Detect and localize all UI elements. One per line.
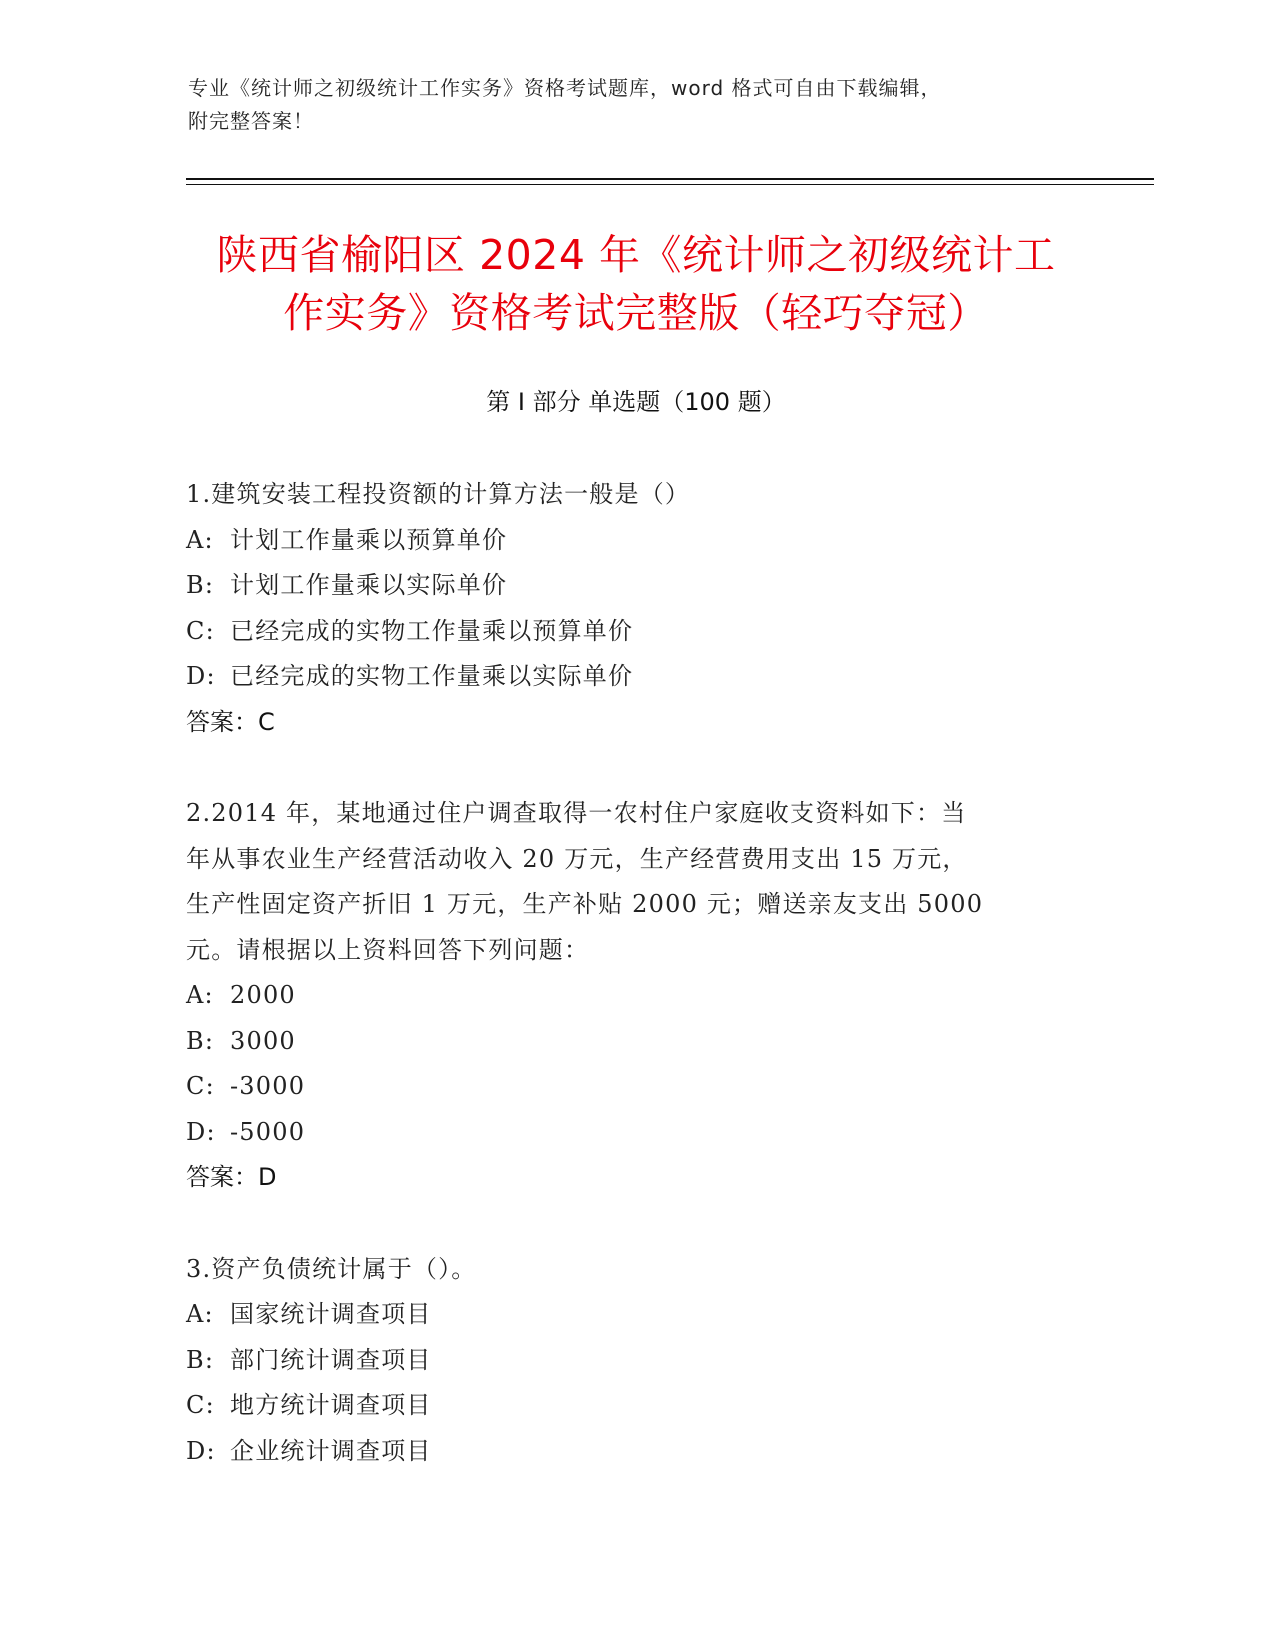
option-text: 计划工作量乘以实际单价 (230, 571, 508, 599)
option-text: -5000 (230, 1117, 306, 1146)
option-text: 已经完成的实物工作量乘以预算单价 (230, 616, 634, 645)
answer: 答案：D (186, 1163, 277, 1191)
option-label: D: (186, 1436, 216, 1465)
question-1 (186, 472, 1066, 745)
option-a (186, 1292, 1066, 1338)
option-label: B: (186, 1345, 215, 1374)
option-label: A: (186, 1300, 214, 1328)
option-text: 地方统计调查项目 (230, 1391, 432, 1419)
question-stem: 3.资产负债统计属于（）。 (186, 1254, 477, 1283)
option-text: 企业统计调查项目 (230, 1436, 432, 1465)
option-a (186, 518, 1066, 564)
option-text: 3000 (230, 1026, 296, 1055)
option-c (186, 1064, 1066, 1110)
option-label: A: (186, 981, 214, 1009)
question-stem-line: 年从事农业生产经营活动收入 20 万元，生产经营费用支出 15 万元， (186, 844, 968, 873)
option-b (186, 1338, 1066, 1384)
option-label: D: (186, 662, 216, 690)
question-stem-line: 生产性固定资产折旧 1 万元，生产补贴 2000 元；赠送亲友支出 5000 (186, 890, 984, 918)
document-title (186, 226, 1086, 342)
section-heading: 第 I 部分 单选题（100 题） (486, 388, 786, 416)
option-text: 计划工作量乘以预算单价 (230, 525, 508, 554)
option-label: D: (186, 1117, 216, 1146)
option-label: B: (186, 571, 215, 599)
option-label: C: (186, 1072, 215, 1100)
option-d (186, 654, 1066, 700)
question-stem: 1.建筑安装工程投资额的计算方法一般是（） (186, 480, 691, 508)
document-title-line-1: 陕西省榆阳区 2024 年《统计师之初级统计工 (216, 231, 1056, 279)
header-note-line-2: 附完整答案！ (188, 109, 314, 133)
option-label: B: (186, 1026, 215, 1055)
answer: 答案：C (186, 707, 275, 736)
option-d (186, 1429, 1066, 1475)
option-d (186, 1110, 1066, 1156)
option-text: 部门统计调查项目 (230, 1345, 432, 1374)
header-note-line-1: 专业《统计师之初级统计工作实务》资格考试题库，word 格式可自由下载编辑， (188, 76, 942, 100)
question-stem-line: 2.2014 年，某地通过住户调查取得一农村住户家庭收支资料如下：当 (186, 799, 967, 827)
option-label: C: (186, 616, 215, 645)
option-text: 已经完成的实物工作量乘以实际单价 (230, 662, 634, 690)
option-c (186, 609, 1066, 655)
option-a (186, 973, 1066, 1019)
document-title-line-2: 作实务》资格考试完整版（轻巧夺冠） (283, 289, 989, 337)
question-3 (186, 1247, 1066, 1475)
option-text: 国家统计调查项目 (230, 1300, 432, 1328)
option-label: C: (186, 1391, 215, 1419)
question-list (186, 472, 1066, 1520)
option-text: -3000 (230, 1072, 306, 1100)
option-c (186, 1383, 1066, 1429)
question-stem-line: 元。请根据以上资料回答下列问题： (186, 935, 590, 964)
question-2 (186, 791, 1066, 1201)
option-b (186, 563, 1066, 609)
option-b (186, 1019, 1066, 1065)
header-rule-thin (186, 184, 1154, 185)
header-rule-thick (186, 178, 1154, 180)
option-text: 2000 (230, 981, 296, 1009)
option-label: A: (186, 525, 214, 554)
header-note (188, 72, 1068, 138)
